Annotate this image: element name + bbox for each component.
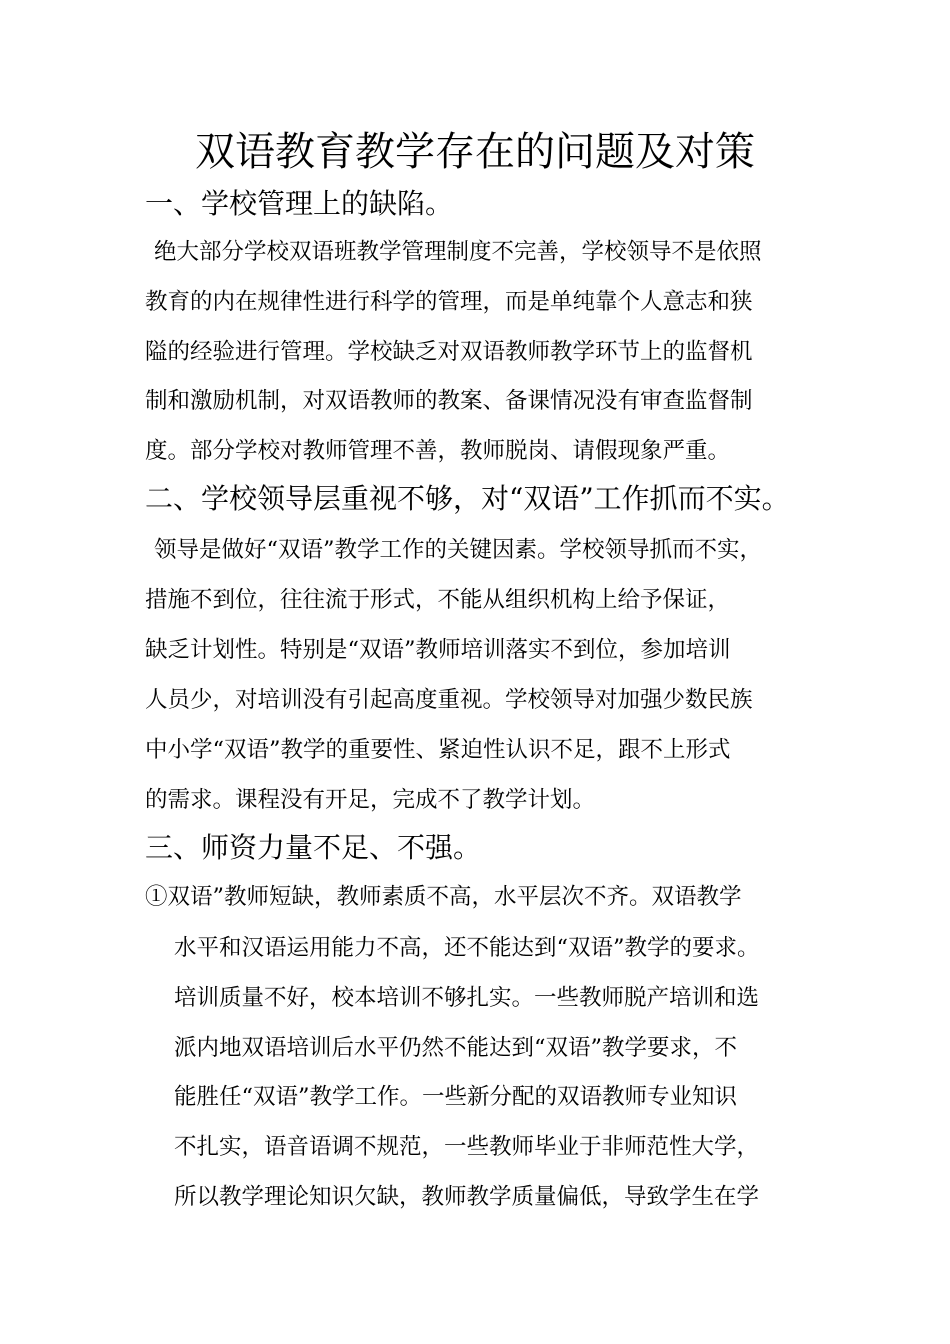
paragraph-line: 培训质量不好，校本培训不够扎实。一些教师脱产培训和选: [174, 985, 760, 1011]
paragraph-line: 人员少，对培训没有引起高度重视。学校领导对加强少数民族: [145, 687, 753, 713]
numbered-item-first-line: 双语”教师短缺，教师素质不高，水平层次不齐。双语教学: [167, 884, 742, 910]
paragraph-line: 措施不到位，往往流于形式，不能从组织机构上给予保证，: [145, 587, 731, 613]
paragraph-line: 度。部分学校对教师管理不善，教师脱岗、请假现象严重。: [145, 438, 731, 464]
paragraph-line: 缺乏计划性。特别是“双语”教师培训落实不到位，参加培训: [145, 637, 731, 663]
paragraph-line: 中小学“双语”教学的重要性、紧迫性认识不足，跟不上形式: [145, 737, 731, 763]
paragraph-line: 派内地双语培训后水平仍然不能达到“双语”教学要求，不: [174, 1035, 738, 1061]
paragraph-line: 领导是做好“双语”教学工作的关键因素。学校领导抓而不实，: [154, 537, 763, 563]
paragraph-line: 能胜任“双语”教学工作。一些新分配的双语教师专业知识: [174, 1084, 738, 1110]
paragraph-line: 的需求。课程没有开足，完成不了教学计划。: [145, 787, 596, 813]
paragraph-line: 教育的内在规律性进行科学的管理，而是单纯靠个人意志和狭: [145, 289, 753, 315]
section-heading-2: 二、学校领导层重视不够，对“双语”工作抓而不实。: [145, 482, 790, 515]
section-heading-3: 三、师资力量不足、不强。: [145, 831, 482, 864]
paragraph-line: 制和激励机制，对双语教师的教案、备课情况没有审查监督制: [145, 388, 753, 414]
paragraph-line: 水平和汉语运用能力不高，还不能达到“双语”教学的要求。: [174, 935, 760, 961]
document-title: 双语教育教学存在的问题及对策: [195, 129, 755, 175]
paragraph-line: 绝大部分学校双语班教学管理制度不完善，学校领导不是依照: [154, 239, 762, 265]
paragraph-line: 不扎实，语音语调不规范，一些教师毕业于非师范性大学，: [174, 1134, 760, 1160]
section-heading-1: 一、学校管理上的缺陷。: [145, 187, 454, 220]
numbered-item-1: [145, 881, 742, 913]
paragraph-line: 所以教学理论知识欠缺，教师教学质量偏低，导致学生在学: [174, 1184, 760, 1210]
item-number-marker: ①: [145, 884, 168, 910]
paragraph-line: 隘的经验进行管理。学校缺乏对双语教师教学环节上的监督机: [145, 339, 753, 365]
